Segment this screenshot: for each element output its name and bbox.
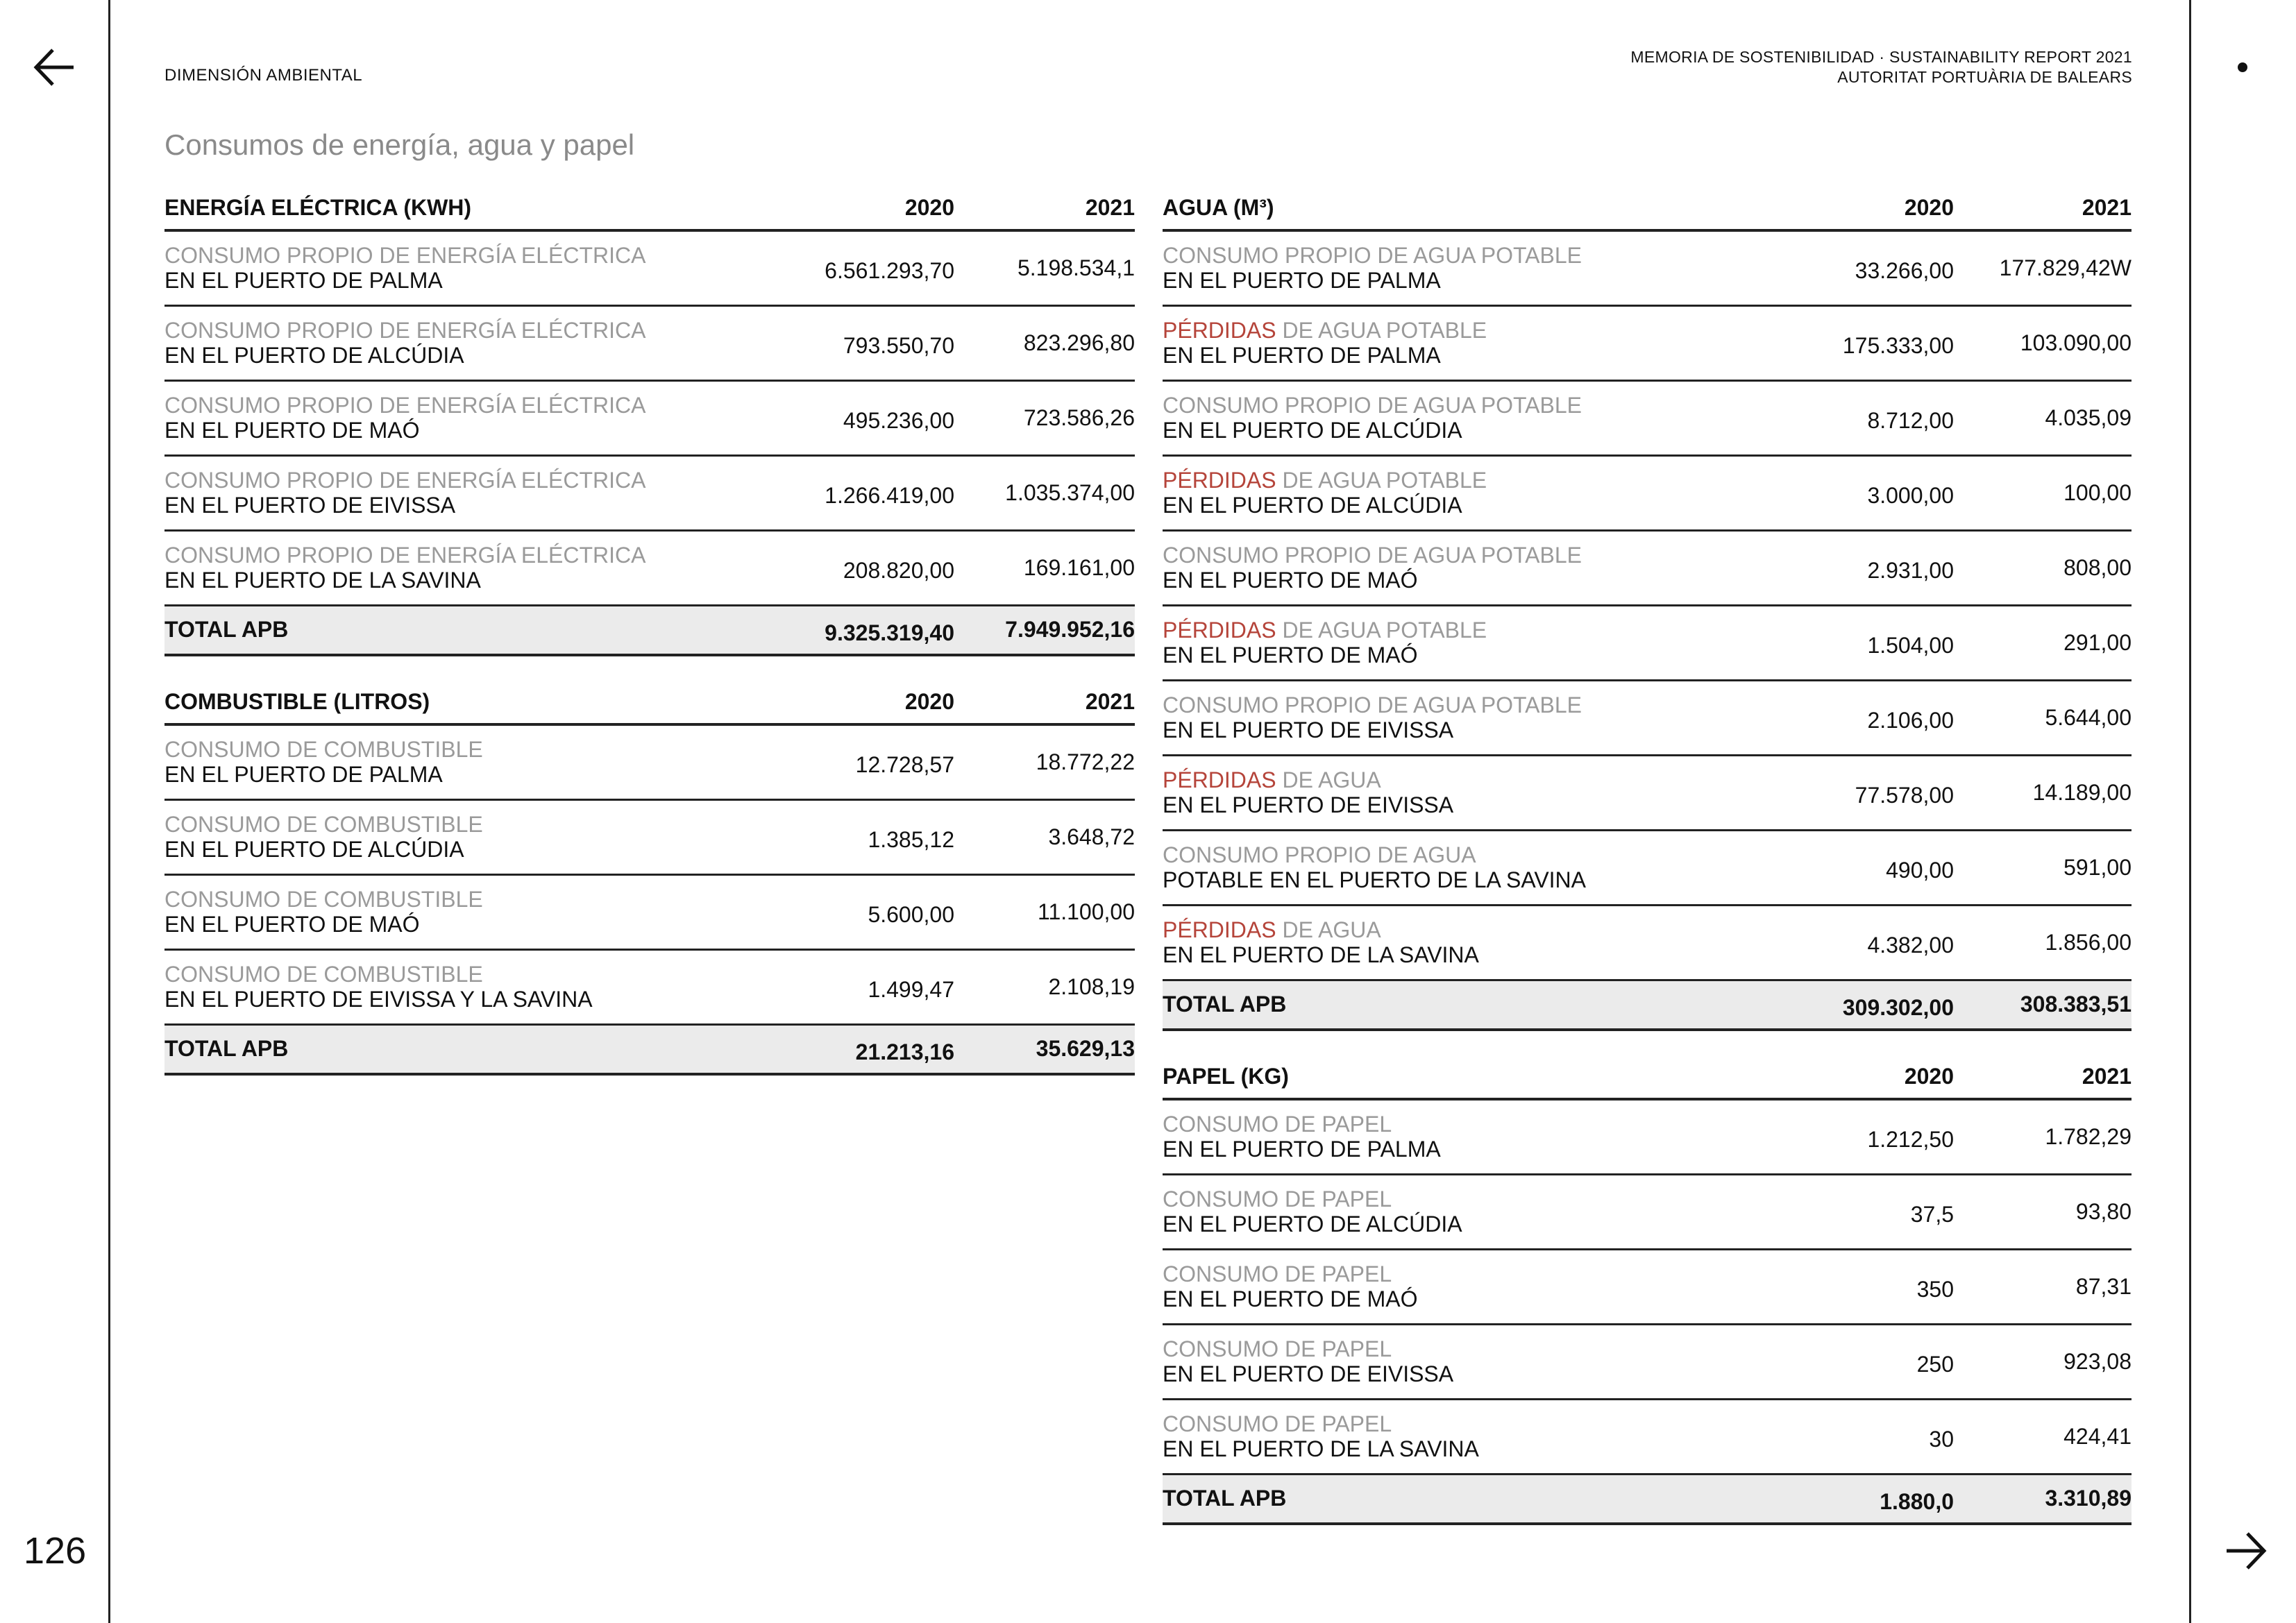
value-2021: 5.644,00 (1954, 680, 2132, 755)
row-label-line1: CONSUMO DE PAPEL (1163, 1112, 1392, 1137)
row-label-line2: EN EL PUERTO DE PALMA (1163, 343, 1441, 368)
value-2021: 4.035,09 (1954, 380, 2132, 455)
value-2021: 100,00 (1954, 455, 2132, 530)
total-row (1163, 1474, 2132, 1524)
table-row (1163, 1324, 2132, 1399)
table-row (164, 305, 1135, 380)
table-row (1163, 530, 2132, 605)
losses-label: PÉRDIDAS (1163, 618, 1276, 643)
value-2021: 18.772,22 (954, 724, 1135, 799)
total-2020: 21.213,16 (864, 1024, 954, 1074)
row-label-line2: EN EL PUERTO DE EIVISSA Y LA SAVINA (164, 987, 593, 1012)
year-2021-header: 2021 (1954, 1055, 2132, 1099)
value-2021: 177.829,42W (1954, 230, 2132, 305)
year-2021-header: 2021 (1954, 186, 2132, 230)
row-label-line1: CONSUMO DE COMBUSTIBLE (164, 887, 483, 912)
value-2020: 2.931,00 (1864, 530, 1954, 605)
value-2020: 1.385,12 (864, 799, 954, 874)
row-description (1163, 305, 1864, 380)
value-2021: 5.198.534,1 (954, 230, 1135, 305)
row-description (1163, 1399, 1864, 1474)
row-description (1163, 680, 1864, 755)
year-2020-header: 2020 (1864, 1055, 1954, 1099)
row-label-line2: EN EL PUERTO DE EIVISSA (1163, 717, 1454, 742)
table-row (1163, 905, 2132, 980)
total-label: TOTAL APB (1163, 980, 1864, 1030)
value-2021: 169.161,00 (954, 530, 1135, 605)
report-header-title: MEMORIA DE SOSTENIBILIDAD · SUSTAINABILITY REPORT 2021 (1630, 48, 2132, 66)
total-label: TOTAL APB (164, 605, 864, 655)
row-description (1163, 1174, 1864, 1249)
row-description (164, 455, 864, 530)
value-2021: 1.856,00 (1954, 905, 2132, 980)
value-2021: 11.100,00 (954, 874, 1135, 949)
year-2021-header: 2021 (954, 680, 1135, 724)
fuel-table (164, 680, 1135, 1076)
table-header-row (164, 680, 1135, 724)
value-2021: 14.189,00 (1954, 755, 2132, 830)
row-label-line1: DE AGUA (1276, 767, 1381, 792)
value-2020: 208.820,00 (864, 530, 954, 605)
row-label-line2: EN EL PUERTO DE ALCÚDIA (1163, 418, 1462, 443)
table-row (164, 230, 1135, 305)
row-label-line1: CONSUMO PROPIO DE AGUA POTABLE (1163, 393, 1582, 418)
row-label-line2: EN EL PUERTO DE MAÓ (1163, 568, 1418, 593)
total-2021: 308.383,51 (1954, 980, 2132, 1030)
row-description (164, 230, 864, 305)
row-label-line1: CONSUMO DE PAPEL (1163, 1336, 1392, 1361)
value-2021: 1.782,29 (1954, 1099, 2132, 1174)
row-description (1163, 830, 1864, 905)
table-row (1163, 455, 2132, 530)
value-2020: 37,5 (1864, 1174, 1954, 1249)
row-label-line1: CONSUMO DE COMBUSTIBLE (164, 737, 483, 763)
total-2020: 309.302,00 (1864, 980, 1954, 1030)
losses-label: PÉRDIDAS (1163, 917, 1276, 942)
value-2020: 250 (1864, 1324, 1954, 1399)
row-description (164, 380, 864, 455)
value-2020: 175.333,00 (1864, 305, 1954, 380)
row-label-line2: EN EL PUERTO DE EIVISSA (1163, 792, 1454, 817)
year-2021-header: 2021 (954, 186, 1135, 230)
row-label-line2: EN EL PUERTO DE ALCÚDIA (1163, 1212, 1462, 1237)
left-margin-rule (108, 0, 110, 1623)
row-label-line2: EN EL PUERTO DE LA SAVINA (164, 568, 481, 593)
year-2020-header: 2020 (864, 680, 954, 724)
page-dot-icon (2238, 62, 2247, 72)
row-label-line1: CONSUMO DE PAPEL (1163, 1261, 1392, 1286)
table-header-row (1163, 186, 2132, 230)
table-row (164, 949, 1135, 1024)
table-row (1163, 1174, 2132, 1249)
row-description (1163, 530, 1864, 605)
water-table (1163, 186, 2132, 1031)
water-header: AGUA (M³) (1163, 186, 1864, 230)
table-row (1163, 830, 2132, 905)
value-2021: 723.586,26 (954, 380, 1135, 455)
row-description (1163, 1249, 1864, 1324)
paper-header: PAPEL (KG) (1163, 1055, 1864, 1099)
row-label-line2: EN EL PUERTO DE MAÓ (164, 418, 420, 443)
row-label-line2: EN EL PUERTO DE PALMA (1163, 268, 1441, 294)
row-label-line2: POTABLE EN EL PUERTO DE LA SAVINA (1163, 867, 1586, 892)
total-2021: 7.949.952,16 (954, 605, 1135, 655)
row-label-line2: EN EL PUERTO DE MAÓ (1163, 1286, 1418, 1311)
value-2021: 1.035.374,00 (954, 455, 1135, 530)
energy-table (164, 186, 1135, 656)
value-2020: 1.266.419,00 (864, 455, 954, 530)
row-description (164, 949, 864, 1024)
value-2021: 2.108,19 (954, 949, 1135, 1024)
total-row (164, 605, 1135, 655)
row-description (1163, 380, 1864, 455)
table-row (1163, 1399, 2132, 1474)
table-row (1163, 230, 2132, 305)
losses-label: PÉRDIDAS (1163, 468, 1276, 493)
row-label-line1: CONSUMO PROPIO DE ENERGÍA ELÉCTRICA (164, 243, 646, 269)
row-description (164, 874, 864, 949)
arrow-right-icon[interactable] (2221, 1531, 2268, 1571)
losses-label: PÉRDIDAS (1163, 318, 1276, 343)
row-label-line1: CONSUMO PROPIO DE ENERGÍA ELÉCTRICA (164, 543, 646, 568)
value-2020: 495.236,00 (864, 380, 954, 455)
value-2020: 77.578,00 (1864, 755, 1954, 830)
value-2020: 3.000,00 (1864, 455, 1954, 530)
section-label: DIMENSIÓN AMBIENTAL (164, 66, 363, 85)
row-description (164, 530, 864, 605)
row-label-line1: CONSUMO PROPIO DE AGUA POTABLE (1163, 692, 1582, 717)
report-header (1630, 47, 2132, 87)
value-2021: 923,08 (1954, 1324, 2132, 1399)
losses-label: PÉRDIDAS (1163, 767, 1276, 792)
value-2020: 2.106,00 (1864, 680, 1954, 755)
table-row (1163, 1249, 2132, 1324)
energy-header: ENERGÍA ELÉCTRICA (KWH) (164, 186, 864, 230)
row-label-line2: EN EL PUERTO DE PALMA (164, 762, 443, 788)
page-number: 126 (24, 1530, 87, 1572)
value-2020: 8.712,00 (1864, 380, 1954, 455)
row-description (1163, 905, 1864, 980)
row-label-line2: EN EL PUERTO DE EIVISSA (164, 493, 456, 518)
row-label-line1: CONSUMO PROPIO DE ENERGÍA ELÉCTRICA (164, 468, 646, 493)
row-label-line2: EN EL PUERTO DE MAÓ (1163, 643, 1418, 668)
row-description (164, 799, 864, 874)
total-row (164, 1024, 1135, 1074)
row-label-line1: CONSUMO DE PAPEL (1163, 1187, 1392, 1212)
row-label-line1: CONSUMO PROPIO DE ENERGÍA ELÉCTRICA (164, 318, 646, 343)
row-label-line2: EN EL PUERTO DE MAÓ (164, 912, 420, 937)
table-row (164, 530, 1135, 605)
row-description (164, 305, 864, 380)
row-label-line2: EN EL PUERTO DE ALCÚDIA (164, 343, 464, 368)
value-2021: 103.090,00 (1954, 305, 2132, 380)
total-2021: 35.629,13 (954, 1024, 1135, 1074)
value-2020: 793.550,70 (864, 305, 954, 380)
row-label-line1: CONSUMO PROPIO DE AGUA (1163, 842, 1476, 867)
value-2020: 5.600,00 (864, 874, 954, 949)
table-row (164, 380, 1135, 455)
table-row (1163, 380, 2132, 455)
value-2020: 1.499,47 (864, 949, 954, 1024)
value-2021: 823.296,80 (954, 305, 1135, 380)
total-row (1163, 980, 2132, 1030)
row-label-line1: CONSUMO PROPIO DE ENERGÍA ELÉCTRICA (164, 393, 646, 418)
value-2021: 87,31 (1954, 1249, 2132, 1324)
paper-table (1163, 1055, 2132, 1525)
row-label-line2: EN EL PUERTO DE LA SAVINA (1163, 942, 1479, 967)
value-2020: 6.561.293,70 (864, 230, 954, 305)
total-2021: 3.310,89 (1954, 1474, 2132, 1524)
value-2021: 291,00 (1954, 605, 2132, 680)
row-description (164, 724, 864, 799)
value-2020: 350 (1864, 1249, 1954, 1324)
row-label-line2: EN EL PUERTO DE ALCÚDIA (1163, 493, 1462, 518)
table-row (1163, 605, 2132, 680)
table-row (1163, 755, 2132, 830)
total-2020: 1.880,0 (1864, 1474, 1954, 1524)
year-2020-header: 2020 (864, 186, 954, 230)
value-2021: 808,00 (1954, 530, 2132, 605)
value-2021: 591,00 (1954, 830, 2132, 905)
report-header-org: AUTORITAT PORTUÀRIA DE BALEARS (1837, 68, 2132, 86)
value-2020: 4.382,00 (1864, 905, 1954, 980)
row-label-line2: EN EL PUERTO DE LA SAVINA (1163, 1436, 1479, 1461)
row-label-line2: EN EL PUERTO DE PALMA (164, 268, 443, 294)
value-2020: 12.728,57 (864, 724, 954, 799)
table-row (164, 724, 1135, 799)
row-label-line1: CONSUMO DE PAPEL (1163, 1411, 1392, 1436)
table-header-row (164, 186, 1135, 230)
fuel-header: COMBUSTIBLE (LITROS) (164, 680, 864, 724)
table-row (164, 799, 1135, 874)
row-description (1163, 230, 1864, 305)
row-label-line1: CONSUMO DE COMBUSTIBLE (164, 812, 483, 837)
value-2021: 93,80 (1954, 1174, 2132, 1249)
row-label-line2: EN EL PUERTO DE PALMA (1163, 1137, 1441, 1162)
value-2020: 30 (1864, 1399, 1954, 1474)
value-2021: 424,41 (1954, 1399, 2132, 1474)
row-label-line1: CONSUMO PROPIO DE AGUA POTABLE (1163, 243, 1582, 269)
row-description (1163, 1324, 1864, 1399)
row-label-line2: EN EL PUERTO DE ALCÚDIA (164, 837, 464, 862)
row-label-line1: DE AGUA POTABLE (1276, 468, 1487, 493)
value-2020: 490,00 (1864, 830, 1954, 905)
row-description (1163, 1099, 1864, 1174)
table-row (164, 455, 1135, 530)
value-2020: 1.504,00 (1864, 605, 1954, 680)
row-label-line2: EN EL PUERTO DE EIVISSA (1163, 1361, 1454, 1386)
total-label: TOTAL APB (1163, 1474, 1864, 1524)
row-label-line1: CONSUMO PROPIO DE AGUA POTABLE (1163, 543, 1582, 568)
row-description (1163, 455, 1864, 530)
table-header-row (1163, 1055, 2132, 1099)
row-label-line1: DE AGUA (1276, 917, 1381, 942)
table-row (1163, 1099, 2132, 1174)
year-2020-header: 2020 (1864, 186, 1954, 230)
value-2020: 33.266,00 (1864, 230, 1954, 305)
page-title: Consumos de energía, agua y papel (164, 128, 635, 161)
row-label-line1: CONSUMO DE COMBUSTIBLE (164, 962, 483, 987)
right-margin-rule (2189, 0, 2191, 1623)
value-2021: 3.648,72 (954, 799, 1135, 874)
row-label-line1: DE AGUA POTABLE (1276, 618, 1487, 643)
row-description (1163, 605, 1864, 680)
table-row (1163, 680, 2132, 755)
value-2020: 1.212,50 (1864, 1099, 1954, 1174)
table-row (1163, 305, 2132, 380)
total-label: TOTAL APB (164, 1024, 864, 1074)
total-2020: 9.325.319,40 (864, 605, 954, 655)
row-label-line1: DE AGUA POTABLE (1276, 318, 1487, 343)
arrow-left-icon[interactable] (32, 47, 79, 87)
table-row (164, 874, 1135, 949)
row-description (1163, 755, 1864, 830)
